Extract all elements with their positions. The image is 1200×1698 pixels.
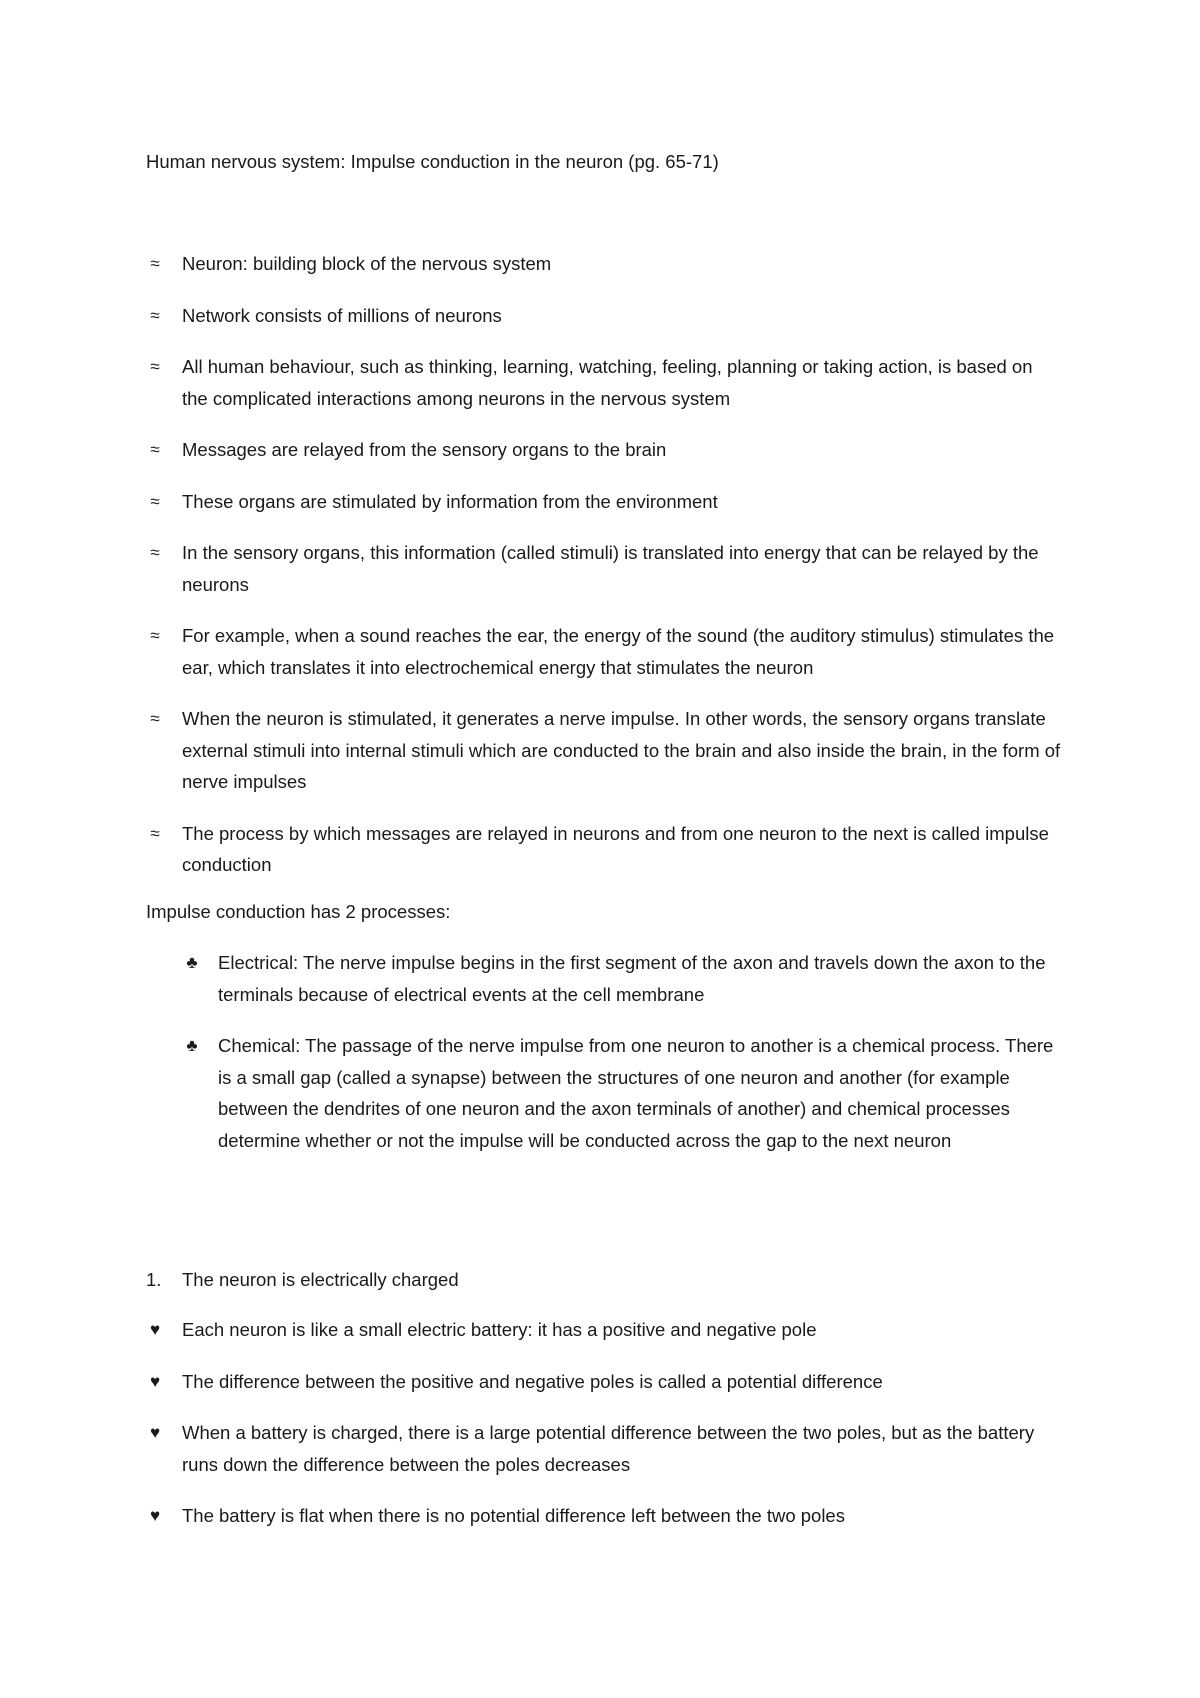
list-item-text: Neuron: building block of the nervous system xyxy=(182,253,552,274)
heart-bullet-icon: ♥ xyxy=(149,1320,161,1339)
approx-bullet-icon: ≈ xyxy=(150,305,160,325)
list-item-text: The process by which messages are relayed in neurons and from one neuron to the next is called impulse conduction xyxy=(182,822,1049,875)
approx-bullet-icon: ≈ xyxy=(150,440,160,459)
approx-bullet-icon: ≈ xyxy=(150,626,160,645)
approx-bullet-icon: ≈ xyxy=(150,254,160,273)
list-item-text: Messages are relayed from the sensory organs to the brain xyxy=(182,439,667,460)
list-item-text: In the sensory organs, this information (called stimuli) is translated into energy that can be relayed by the neurons xyxy=(182,542,1039,595)
numbered-heading xyxy=(146,1264,459,1296)
list-item-text: When the neuron is stimulated, it generates a nerve impulse. In other words, the sensory organs translate external stimuli into internal stimuli which are conducted to the brain and also inside the brain, in the form of nerve impulses xyxy=(182,708,1061,792)
list-item-text: Network consists of millions of neurons xyxy=(182,304,502,326)
approx-bullet-list xyxy=(0,248,1200,901)
list-item-text: Chemical: The passage of the nerve impulse from one neuron to another is a chemical process. There is a small gap (called a synapse) between the structures of one neuron and another (for example between the dendrites of one neuron and the axon terminals of another) and chemical processes determine whether or not the impulse will be conducted across the gap to the next neuron xyxy=(218,1035,1054,1151)
heading-number: 1. xyxy=(146,1269,162,1290)
list-item xyxy=(0,434,1200,466)
list-item-text: Each neuron is like a small electric battery: it has a positive and negative pole xyxy=(182,1319,817,1340)
document-title: Human nervous system: Impulse conduction in the neuron (pg. 65-71) xyxy=(146,151,719,172)
list-item-text: The difference between the positive and negative poles is called a potential difference xyxy=(182,1370,883,1392)
list-item xyxy=(0,947,1200,1010)
list-item-text: Electrical: The nerve impulse begins in the first segment of the axon and travels down the axon to the terminals because of electrical events at the cell membrane xyxy=(218,952,1046,1005)
list-item-text: For example, when a sound reaches the ear, the energy of the sound (the auditory stimulus) stimulates the ear, which translates it into electrochemical energy that stimulates the neuron xyxy=(182,625,1055,678)
list-item xyxy=(0,818,1200,881)
approx-bullet-icon: ≈ xyxy=(150,709,160,728)
list-item xyxy=(0,620,1200,683)
approx-bullet-icon: ≈ xyxy=(150,491,160,511)
heading-text: The neuron is electrically charged xyxy=(182,1269,459,1290)
approx-bullet-icon: ≈ xyxy=(150,823,160,843)
heart-bullet-icon: ♥ xyxy=(149,1506,161,1525)
list-item-text: When a battery is charged, there is a large potential difference between the two poles, but as the battery runs down the difference between the poles decreases xyxy=(182,1422,1035,1475)
heart-bullet-icon: ♥ xyxy=(149,1423,161,1442)
approx-bullet-icon: ≈ xyxy=(150,357,160,376)
list-item xyxy=(0,248,1200,280)
approx-bullet-icon: ≈ xyxy=(150,543,160,562)
list-item xyxy=(0,1366,1200,1398)
list-item xyxy=(0,486,1200,518)
list-item xyxy=(0,703,1200,798)
list-item-text: These organs are stimulated by information from the environment xyxy=(182,490,718,512)
list-item xyxy=(0,1417,1200,1480)
heart-bullet-icon: ♥ xyxy=(149,1371,161,1391)
list-item xyxy=(0,300,1200,332)
list-item-text: All human behaviour, such as thinking, learning, watching, feeling, planning or taking action, is based on the complicated interactions among neurons in the nervous system xyxy=(182,356,1033,409)
club-bullet-icon: ♣ xyxy=(186,953,198,972)
list-item xyxy=(0,1030,1200,1156)
list-item-text: The battery is flat when there is no potential difference left between the two poles xyxy=(182,1505,845,1526)
list-item xyxy=(0,351,1200,414)
list-item xyxy=(0,1500,1200,1532)
list-item xyxy=(0,537,1200,600)
club-bullet-list xyxy=(0,947,1200,1176)
club-bullet-icon: ♣ xyxy=(186,1036,198,1055)
list-item xyxy=(0,1314,1200,1346)
heart-bullet-list xyxy=(0,1314,1200,1552)
processes-intro: Impulse conduction has 2 processes: xyxy=(146,901,451,922)
